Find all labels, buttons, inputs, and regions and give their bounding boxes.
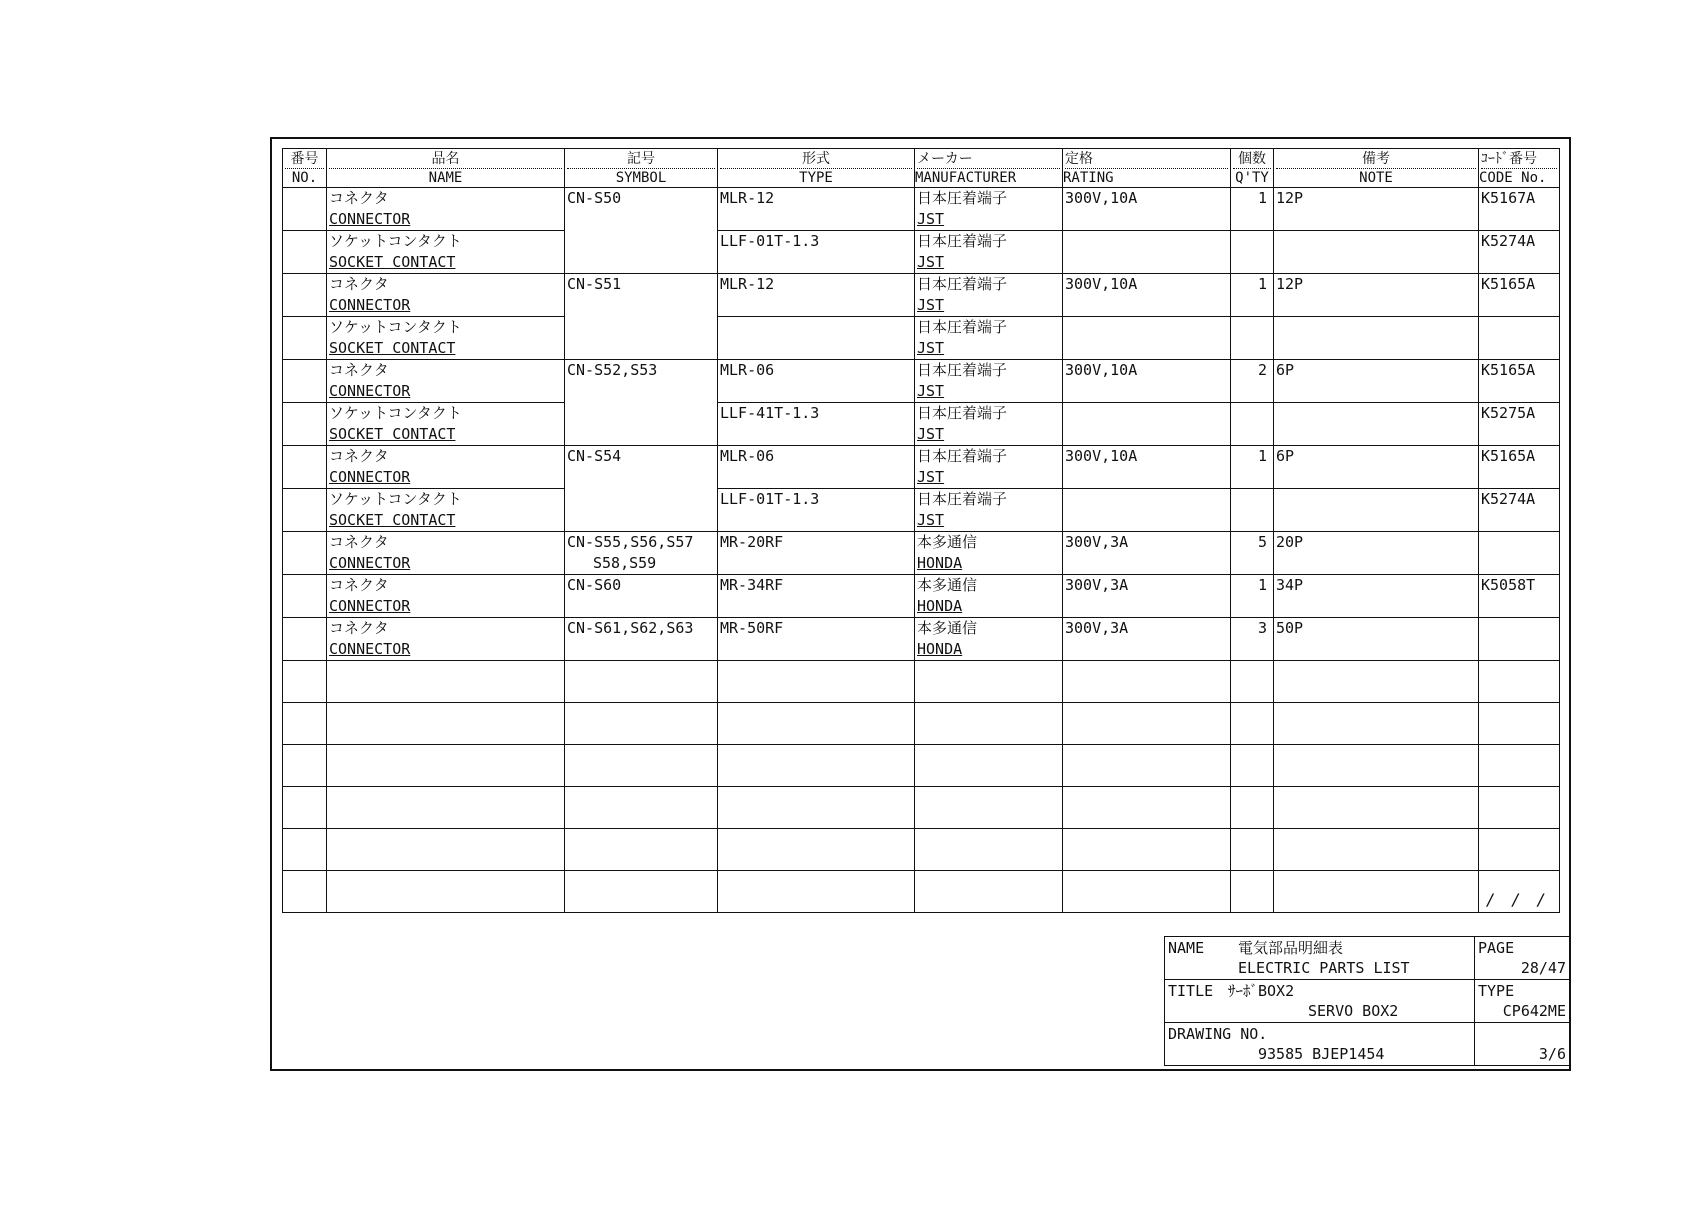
- empty-cell: [915, 661, 1063, 703]
- cell-text: K5165A: [1481, 275, 1536, 293]
- table-row: [283, 489, 1560, 532]
- empty-cell: [1231, 871, 1274, 913]
- empty-cell: [718, 829, 915, 871]
- cell-text: 1: [1257, 275, 1267, 293]
- empty-cell: [1479, 661, 1560, 703]
- cell-text: CONNECTOR: [329, 210, 411, 228]
- cell-symbol: [565, 188, 718, 231]
- cell-text: ソケットコンタクト: [329, 318, 462, 336]
- table-row: [283, 575, 1560, 618]
- empty-cell: [1231, 661, 1274, 703]
- cell-name: [327, 360, 565, 403]
- empty-cell: [565, 787, 718, 829]
- cell-type: [718, 274, 915, 317]
- cell-text: ソケットコンタクト: [329, 404, 462, 422]
- cell-type: [718, 446, 915, 489]
- cell-manufacturer: [915, 489, 1063, 532]
- cell-text: CONNECTOR: [329, 296, 411, 314]
- empty-cell: [1479, 871, 1560, 913]
- cell-manufacturer: [915, 403, 1063, 446]
- cell-name: [327, 618, 565, 661]
- cell-note: [1274, 317, 1479, 360]
- title-page-cell: PAGE 28/47: [1475, 937, 1570, 980]
- cell-text: JST: [917, 339, 945, 357]
- empty-cell: [565, 871, 718, 913]
- cell-text: S58,S59: [593, 554, 657, 572]
- cell-no: [283, 575, 327, 618]
- empty-cell: [1479, 787, 1560, 829]
- cell-text: コネクタ: [329, 576, 389, 594]
- cell-no: [283, 446, 327, 489]
- title-name-cell: NAME 電気部品明細表 ELECTRIC PARTS LIST: [1165, 937, 1475, 980]
- cell-text: MLR-06: [720, 447, 775, 465]
- cell-text: CN-S61,S62,S63: [567, 619, 694, 637]
- empty-cell: [915, 871, 1063, 913]
- cell-note: [1274, 360, 1479, 403]
- table-row: [283, 532, 1560, 575]
- cell-text: JST: [917, 468, 945, 486]
- empty-cell: [1274, 745, 1479, 787]
- empty-cell: [1231, 787, 1274, 829]
- cell-text: 1: [1257, 576, 1267, 594]
- empty-cell: [565, 703, 718, 745]
- cell-text: 300V,10A: [1065, 275, 1138, 293]
- cell-text: K5274A: [1481, 490, 1536, 508]
- cell-text: 本多通信: [917, 576, 978, 594]
- cell-text: 5: [1257, 533, 1267, 551]
- header-note: 備考 NOTE: [1274, 149, 1479, 188]
- cell-text: 300V,10A: [1065, 189, 1138, 207]
- empty-cell: [915, 703, 1063, 745]
- cell-manufacturer: [915, 618, 1063, 661]
- cell-symbol: [565, 575, 718, 618]
- cell-text: MR-50RF: [720, 619, 784, 637]
- cell-rating: [1063, 446, 1231, 489]
- cell-type: [718, 403, 915, 446]
- cell-text: SOCKET CONTACT: [329, 253, 456, 271]
- empty-cell: [1063, 745, 1231, 787]
- cell-text: コネクタ: [329, 619, 389, 637]
- cell-type: [718, 188, 915, 231]
- cell-text: SOCKET CONTACT: [329, 425, 456, 443]
- cell-text: CN-S60: [567, 576, 622, 594]
- cell-text: 1: [1257, 189, 1267, 207]
- cell-manufacturer: [915, 446, 1063, 489]
- cell-rating: [1063, 317, 1231, 360]
- cell-code: [1479, 489, 1560, 532]
- check-mark: / / /: [1485, 890, 1549, 909]
- empty-cell: [1479, 703, 1560, 745]
- table-row: [283, 360, 1560, 403]
- empty-cell: [1231, 703, 1274, 745]
- cell-text: CONNECTOR: [329, 468, 411, 486]
- cell-manufacturer: [915, 575, 1063, 618]
- empty-cell: [283, 703, 327, 745]
- cell-text: HONDA: [917, 597, 963, 615]
- cell-no: [283, 231, 327, 274]
- cell-text: LLF-01T-1.3: [720, 232, 820, 250]
- cell-type: [718, 317, 915, 360]
- cell-text: K5274A: [1481, 232, 1536, 250]
- cell-qty: [1231, 532, 1274, 575]
- empty-row: [283, 661, 1560, 703]
- cell-code: [1479, 446, 1560, 489]
- table-row: [283, 403, 1560, 446]
- table-row: [283, 446, 1560, 489]
- cell-no: [283, 618, 327, 661]
- empty-cell: [283, 871, 327, 913]
- cell-name: [327, 532, 565, 575]
- cell-code: [1479, 231, 1560, 274]
- cell-manufacturer: [915, 231, 1063, 274]
- empty-cell: [1063, 829, 1231, 871]
- cell-name: [327, 188, 565, 231]
- cell-rating: [1063, 360, 1231, 403]
- cell-note: [1274, 188, 1479, 231]
- cell-text: JST: [917, 425, 945, 443]
- empty-row: [283, 745, 1560, 787]
- cell-text: MR-20RF: [720, 533, 784, 551]
- cell-text: CN-S52,S53: [567, 361, 658, 379]
- cell-text: 300V,10A: [1065, 447, 1138, 465]
- empty-cell: [915, 745, 1063, 787]
- table-row: [283, 231, 1560, 274]
- cell-qty: [1231, 446, 1274, 489]
- cell-qty: [1231, 618, 1274, 661]
- cell-text: JST: [917, 382, 945, 400]
- cell-text: MLR-06: [720, 361, 775, 379]
- empty-cell: [915, 787, 1063, 829]
- cell-code: [1479, 188, 1560, 231]
- empty-cell: [718, 661, 915, 703]
- title-sheet-cell: 3/6: [1475, 1023, 1570, 1066]
- cell-text: LLF-41T-1.3: [720, 404, 820, 422]
- cell-text: 日本圧着端子: [917, 404, 1008, 422]
- cell-code: [1479, 575, 1560, 618]
- cell-text: 6P: [1276, 447, 1295, 465]
- cell-name: [327, 446, 565, 489]
- cell-text: CONNECTOR: [329, 640, 411, 658]
- cell-note: [1274, 446, 1479, 489]
- header-symbol: 記号 SYMBOL: [565, 149, 718, 188]
- header-code: ｺｰﾄﾞ番号 CODE No.: [1479, 149, 1560, 188]
- cell-no: [283, 274, 327, 317]
- cell-text: K5165A: [1481, 361, 1536, 379]
- cell-text: HONDA: [917, 640, 963, 658]
- cell-rating: [1063, 188, 1231, 231]
- cell-text: ソケットコンタクト: [329, 490, 462, 508]
- cell-text: 日本圧着端子: [917, 275, 1008, 293]
- cell-name: [327, 274, 565, 317]
- empty-cell: [1063, 703, 1231, 745]
- cell-no: [283, 317, 327, 360]
- cell-text: 日本圧着端子: [917, 361, 1008, 379]
- cell-symbol: [565, 532, 718, 575]
- empty-cell: [718, 787, 915, 829]
- title-type-cell: TYPE CP642ME: [1475, 980, 1570, 1023]
- cell-code: [1479, 360, 1560, 403]
- empty-cell: [1274, 871, 1479, 913]
- cell-manufacturer: [915, 188, 1063, 231]
- cell-text: 日本圧着端子: [917, 189, 1008, 207]
- cell-no: [283, 532, 327, 575]
- cell-rating: [1063, 618, 1231, 661]
- cell-qty: [1231, 575, 1274, 618]
- cell-note: [1274, 489, 1479, 532]
- empty-row: [283, 829, 1560, 871]
- cell-text: CN-S54: [567, 447, 622, 465]
- cell-text: 日本圧着端子: [917, 490, 1008, 508]
- cell-text: 日本圧着端子: [917, 232, 1008, 250]
- cell-no: [283, 360, 327, 403]
- empty-row: [283, 871, 1560, 913]
- cell-manufacturer: [915, 274, 1063, 317]
- cell-text: HONDA: [917, 554, 963, 572]
- cell-text: JST: [917, 210, 945, 228]
- cell-name: [327, 231, 565, 274]
- cell-rating: [1063, 403, 1231, 446]
- cell-text: 日本圧着端子: [917, 318, 1008, 336]
- cell-text: 本多通信: [917, 533, 978, 551]
- cell-symbol: [565, 618, 718, 661]
- cell-text: コネクタ: [329, 275, 389, 293]
- empty-cell: [1274, 661, 1479, 703]
- empty-cell: [1274, 787, 1479, 829]
- cell-code: [1479, 618, 1560, 661]
- empty-cell: [565, 661, 718, 703]
- parts-table: [282, 148, 1560, 913]
- cell-name: [327, 403, 565, 446]
- empty-cell: [283, 829, 327, 871]
- empty-cell: [283, 661, 327, 703]
- empty-cell: [327, 745, 565, 787]
- cell-symbol: [565, 403, 718, 446]
- cell-qty: [1231, 403, 1274, 446]
- cell-text: CONNECTOR: [329, 382, 411, 400]
- cell-text: 3: [1257, 619, 1267, 637]
- cell-text: CN-S55,S56,S57: [567, 533, 694, 551]
- cell-code: [1479, 317, 1560, 360]
- table-row: [283, 317, 1560, 360]
- cell-note: [1274, 532, 1479, 575]
- cell-code: [1479, 532, 1560, 575]
- cell-text: 300V,3A: [1065, 533, 1129, 551]
- cell-text: ソケットコンタクト: [329, 232, 462, 250]
- empty-cell: [1274, 829, 1479, 871]
- cell-type: [718, 231, 915, 274]
- cell-qty: [1231, 231, 1274, 274]
- cell-text: 2: [1257, 361, 1267, 379]
- cell-manufacturer: [915, 317, 1063, 360]
- cell-text: 1: [1257, 447, 1267, 465]
- empty-row: [283, 787, 1560, 829]
- cell-symbol: [565, 317, 718, 360]
- table-row: [283, 618, 1560, 661]
- cell-text: 50P: [1276, 619, 1304, 637]
- cell-text: 日本圧着端子: [917, 447, 1008, 465]
- empty-cell: [565, 745, 718, 787]
- cell-name: [327, 575, 565, 618]
- cell-no: [283, 403, 327, 446]
- cell-text: コネクタ: [329, 533, 389, 551]
- cell-manufacturer: [915, 532, 1063, 575]
- cell-text: SOCKET CONTACT: [329, 511, 456, 529]
- empty-cell: [327, 871, 565, 913]
- cell-text: CN-S50: [567, 189, 622, 207]
- cell-note: [1274, 618, 1479, 661]
- table-row: [283, 274, 1560, 317]
- cell-text: 12P: [1276, 189, 1304, 207]
- cell-symbol: [565, 360, 718, 403]
- header-type: 形式 TYPE: [718, 149, 915, 188]
- empty-cell: [1479, 829, 1560, 871]
- empty-cell: [1274, 703, 1479, 745]
- cell-text: コネクタ: [329, 447, 389, 465]
- empty-cell: [1063, 787, 1231, 829]
- cell-symbol: [565, 231, 718, 274]
- empty-cell: [327, 703, 565, 745]
- cell-text: 6P: [1276, 361, 1295, 379]
- cell-code: [1479, 403, 1560, 446]
- cell-qty: [1231, 489, 1274, 532]
- cell-type: [718, 575, 915, 618]
- cell-text: 300V,3A: [1065, 576, 1129, 594]
- cell-rating: [1063, 231, 1231, 274]
- cell-text: 34P: [1276, 576, 1304, 594]
- cell-text: LLF-01T-1.3: [720, 490, 820, 508]
- cell-symbol: [565, 274, 718, 317]
- cell-rating: [1063, 489, 1231, 532]
- empty-cell: [915, 829, 1063, 871]
- cell-text: JST: [917, 511, 945, 529]
- header-manufacturer: メーカー MANUFACTURER: [915, 149, 1063, 188]
- cell-symbol: [565, 446, 718, 489]
- cell-text: コネクタ: [329, 189, 389, 207]
- empty-cell: [718, 871, 915, 913]
- cell-rating: [1063, 274, 1231, 317]
- cell-text: 12P: [1276, 275, 1304, 293]
- header-no: 番号 NO.: [283, 149, 327, 188]
- cell-rating: [1063, 575, 1231, 618]
- empty-row: [283, 703, 1560, 745]
- cell-text: K5165A: [1481, 447, 1536, 465]
- cell-text: コネクタ: [329, 361, 389, 379]
- cell-text: 本多通信: [917, 619, 978, 637]
- empty-cell: [283, 787, 327, 829]
- empty-cell: [283, 745, 327, 787]
- cell-symbol: [565, 489, 718, 532]
- header-name: 品名 NAME: [327, 149, 565, 188]
- header-qty: 個数 Q'TY: [1231, 149, 1274, 188]
- cell-text: MLR-12: [720, 189, 775, 207]
- cell-text: SOCKET CONTACT: [329, 339, 456, 357]
- header-row: [283, 149, 1560, 188]
- empty-cell: [327, 787, 565, 829]
- cell-rating: [1063, 532, 1231, 575]
- cell-text: 300V,10A: [1065, 361, 1138, 379]
- cell-text: 20P: [1276, 533, 1304, 551]
- cell-text: CONNECTOR: [329, 554, 411, 572]
- cell-text: K5058T: [1481, 576, 1536, 594]
- cell-text: JST: [917, 296, 945, 314]
- cell-code: [1479, 274, 1560, 317]
- cell-note: [1274, 274, 1479, 317]
- cell-type: [718, 360, 915, 403]
- cell-text: MLR-12: [720, 275, 775, 293]
- cell-type: [718, 489, 915, 532]
- cell-text: K5275A: [1481, 404, 1536, 422]
- cell-qty: [1231, 188, 1274, 231]
- table-body: [283, 188, 1560, 913]
- cell-no: [283, 188, 327, 231]
- empty-cell: [565, 829, 718, 871]
- cell-note: [1274, 231, 1479, 274]
- empty-cell: [718, 703, 915, 745]
- empty-cell: [327, 829, 565, 871]
- empty-cell: [1063, 871, 1231, 913]
- cell-name: [327, 317, 565, 360]
- header-rating: 定格 RATING: [1063, 149, 1231, 188]
- empty-cell: [1231, 745, 1274, 787]
- table-row: [283, 188, 1560, 231]
- cell-qty: [1231, 274, 1274, 317]
- title-title-cell: TITLE ｻｰﾎﾞBOX2 SERVO BOX2: [1165, 980, 1475, 1023]
- empty-cell: [1063, 661, 1231, 703]
- empty-cell: [1231, 829, 1274, 871]
- cell-type: [718, 532, 915, 575]
- cell-text: CN-S51: [567, 275, 622, 293]
- cell-text: JST: [917, 253, 945, 271]
- empty-cell: [718, 745, 915, 787]
- title-block: [1164, 936, 1570, 1066]
- cell-no: [283, 489, 327, 532]
- cell-manufacturer: [915, 360, 1063, 403]
- cell-type: [718, 618, 915, 661]
- cell-note: [1274, 575, 1479, 618]
- cell-text: 300V,3A: [1065, 619, 1129, 637]
- empty-cell: [1479, 745, 1560, 787]
- cell-note: [1274, 403, 1479, 446]
- cell-text: CONNECTOR: [329, 597, 411, 615]
- cell-text: MR-34RF: [720, 576, 784, 594]
- cell-qty: [1231, 360, 1274, 403]
- cell-text: K5167A: [1481, 189, 1536, 207]
- title-drawing-cell: DRAWING NO. 93585 BJEP1454: [1165, 1023, 1475, 1066]
- cell-name: [327, 489, 565, 532]
- empty-cell: [327, 661, 565, 703]
- cell-qty: [1231, 317, 1274, 360]
